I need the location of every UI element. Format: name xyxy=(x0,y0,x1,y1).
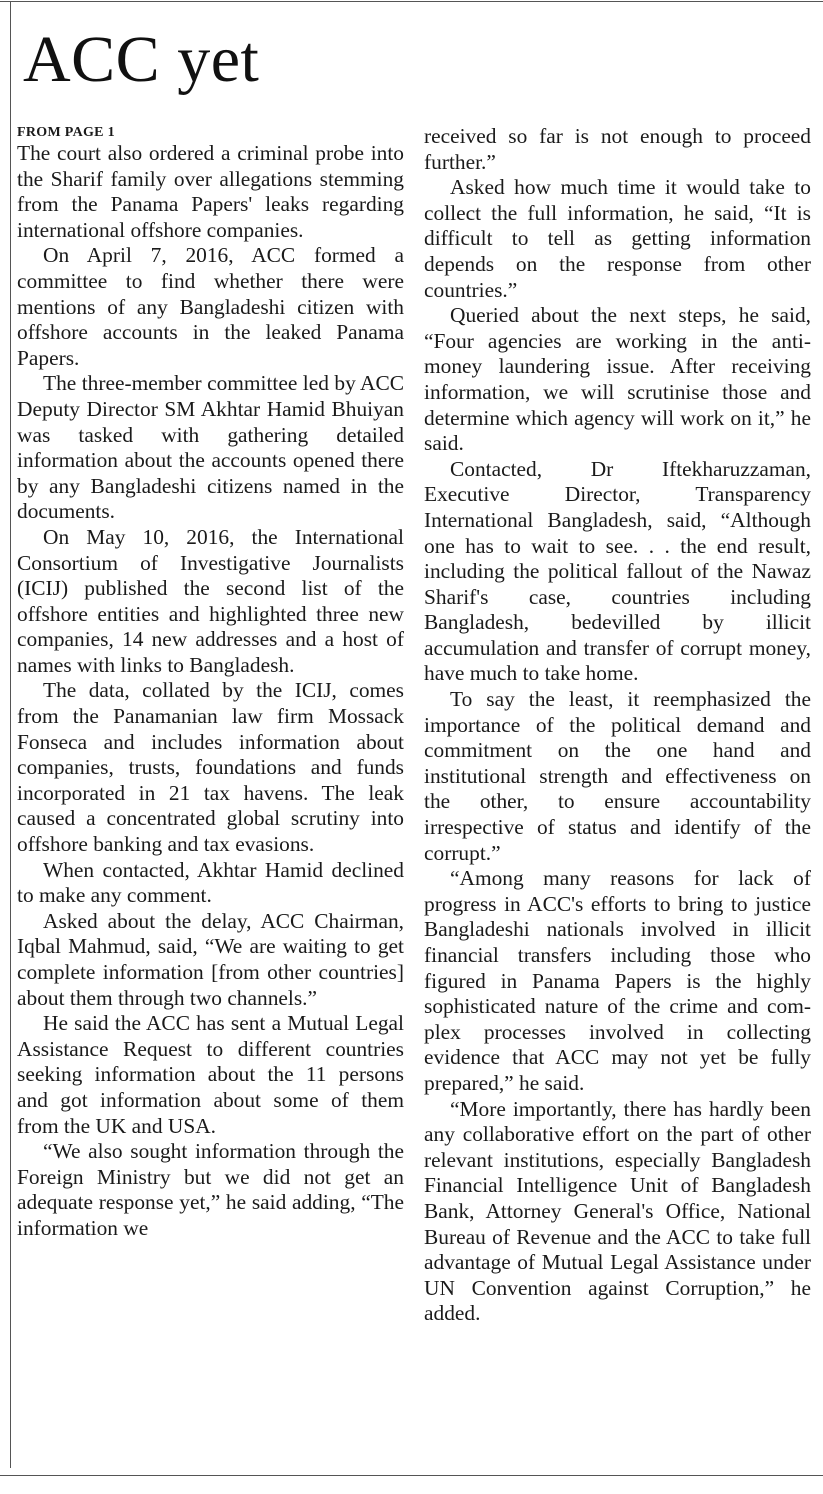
paragraph: “Among many reasons for lack of progress in ACC's efforts to bring to justice Bangladeshi nationals involved in illicit financial transfers including those who figured in Panama Papers is the highly sophisticated nature of the crime and complex processes involved in collecting evidence that ACC may not yet be fully prepared,” he said. xyxy=(424,866,811,1095)
paragraph: Asked about the delay, ACC Chairman, Iqbal Mahmud, said, “We are waiting to get complete information [from other countries] about them through two channels.” xyxy=(17,908,404,1010)
right-column xyxy=(424,124,811,1327)
paragraph: The court also ordered a criminal probe into the Sharif family over allegations stemming from the Panama Papers' leaks regarding international offshore companies. xyxy=(17,141,404,242)
paragraph: The three-member committee led by ACC Deputy Director SM Akhtar Hamid Bhuiyan was tasked with gathering detailed information about the accounts opened there by any Bangladeshi citizens named in the documents. xyxy=(17,371,404,524)
bottom-rule xyxy=(0,1475,823,1476)
paragraph: Asked how much time it would take to collect the full information, he said, “It is difficult to tell as getting information depends on the response from other countries.” xyxy=(424,175,811,302)
paragraph: He said the ACC has sent a Mutual Legal Assistance Request to different countries seeking information about the 11 persons and got information about some of them from the UK and USA. xyxy=(17,1011,404,1138)
paragraph: The data, collated by the ICIJ, comes from the Panamanian law firm Mossack Fonseca and includes information about companies, trusts, foundations and funds incorporated in 21 tax havens. The leak caused a concentrated global scrutiny into offshore banking and tax evasions. xyxy=(17,678,404,857)
paragraph: When contacted, Akhtar Hamid declined to make any comment. xyxy=(17,857,404,908)
headline: ACC yet xyxy=(23,23,260,96)
paragraph: received so far is not enough to proceed further.” xyxy=(424,124,811,174)
paragraph: On May 10, 2016, the International Consortium of Investigative Journalists (ICIJ) published the second list of the offshore entities and highlighted three new companies, 14 new addresses and a host of names with links to Bangladesh. xyxy=(17,524,404,677)
paragraph: “More importantly, there has hardly been any collaborative effort on the part of other relevant institutions, especially Bangladesh Financial Intelligence Unit of Bangladesh Bank, Attorney General's Office, National Bureau of Revenue and the ACC to take full advantage of Mutual Legal Assistance under UN Convention against Corruption,” he added. xyxy=(424,1096,811,1326)
left-column xyxy=(17,124,404,1242)
paragraph: Queried about the next steps, he said, “Four agencies are working in the anti-money laundering issue. After receiving information, we will scrutinise those and determine which agency will work on it,” he said. xyxy=(424,303,811,456)
paragraph: Contacted, Dr Iftekharuzzaman, Executive Director, Transparency International Bangladesh, said, “Although one has to wait to see. . . the end result, including the political fallout of the Nawaz Sharif's case, countries including Bangladesh, bedevilled by illicit accumulation and transfer of corrupt money, have much to take home. xyxy=(424,456,811,686)
paragraph: To say the least, it reemphasized the importance of the political demand and commitment on the one hand and institutional strength and effectiveness on the other, to ensure accountability irrespective of status and identify of the corrupt.” xyxy=(424,687,811,865)
paragraph: On April 7, 2016, ACC formed a committee to find whether there were mentions of any Bangladeshi citizen with offshore accounts in the leaked Panama Papers. xyxy=(17,243,404,370)
kicker: FROM PAGE 1 xyxy=(17,125,115,140)
article xyxy=(10,2,811,1468)
paragraph: “We also sought information through the Foreign Ministry but we did not get an adequate response yet,” he said adding, “The information we xyxy=(17,1139,404,1240)
